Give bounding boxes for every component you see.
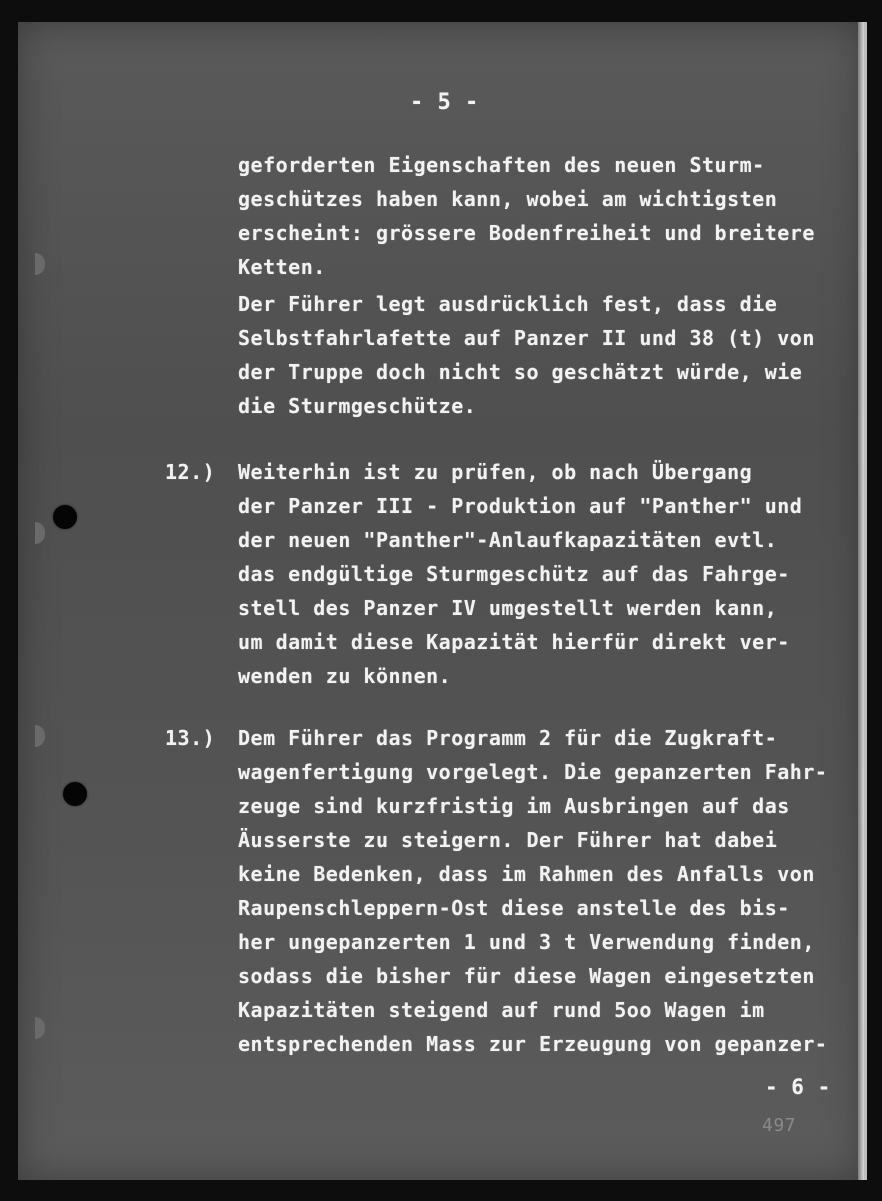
item-line: entsprechenden Mass zur Erzeugung von gepanzer- xyxy=(238,1032,828,1056)
item-line: her ungepanzerten 1 und 3 t Verwendung finden, xyxy=(238,930,815,954)
item-line: stell des Panzer IV umgestellt werden kann, xyxy=(238,596,778,620)
item-number: 12.) xyxy=(165,460,216,484)
item-line: um damit diese Kapazität hierfür direkt ver- xyxy=(238,630,790,654)
item-line: wagenfertigung vorgelegt. Die gepanzerten Fahr- xyxy=(238,760,828,784)
punch-hole xyxy=(53,505,77,529)
item-line: keine Bedenken, dass im Rahmen des Anfalls von xyxy=(238,862,815,886)
continuation-line: geschützes haben kann, wobei am wichtigsten xyxy=(238,187,778,211)
item-line: Weiterhin ist zu prüfen, ob nach Übergang xyxy=(238,460,753,484)
item-line: das endgültige Sturmgeschütz auf das Fahrge- xyxy=(238,562,790,586)
continuation-line: erscheint: grössere Bodenfreiheit und breitere xyxy=(238,221,815,245)
punch-hole xyxy=(63,782,87,806)
note-line: die Sturmgeschütze. xyxy=(238,394,477,418)
item-number: 13.) xyxy=(165,726,216,750)
note-line: Selbstfahrlafette auf Panzer II und 38 (t) von xyxy=(238,326,815,350)
item-line: sodass die bisher für diese Wagen eingesetzten xyxy=(238,964,815,988)
next-page-marker: - 6 - xyxy=(765,1075,831,1099)
item-line: Kapazitäten steigend auf rund 5oo Wagen im xyxy=(238,998,765,1022)
page-number: - 5 - xyxy=(410,90,479,115)
item-line: Äusserste zu steigern. Der Führer hat dabei xyxy=(238,828,778,852)
item-line: Raupenschleppern-Ost diese anstelle des bis- xyxy=(238,896,790,920)
item-line: Dem Führer das Programm 2 für die Zugkraft- xyxy=(238,726,778,750)
page-edge xyxy=(858,22,864,1180)
archive-number: 497 xyxy=(762,1115,797,1136)
item-line: wenden zu können. xyxy=(238,664,452,688)
item-line: zeuge sind kurzfristig im Ausbringen auf das xyxy=(238,794,790,818)
item-line: der Panzer III - Produktion auf "Panther" und xyxy=(238,494,803,518)
continuation-line: Ketten. xyxy=(238,255,326,279)
item-line: der neuen "Panther"-Anlaufkapazitäten evtl. xyxy=(238,528,778,552)
note-line: Der Führer legt ausdrücklich fest, dass die xyxy=(238,292,778,316)
note-line: der Truppe doch nicht so geschätzt würde, wie xyxy=(238,360,803,384)
continuation-line: geforderten Eigenschaften des neuen Sturm- xyxy=(238,153,765,177)
